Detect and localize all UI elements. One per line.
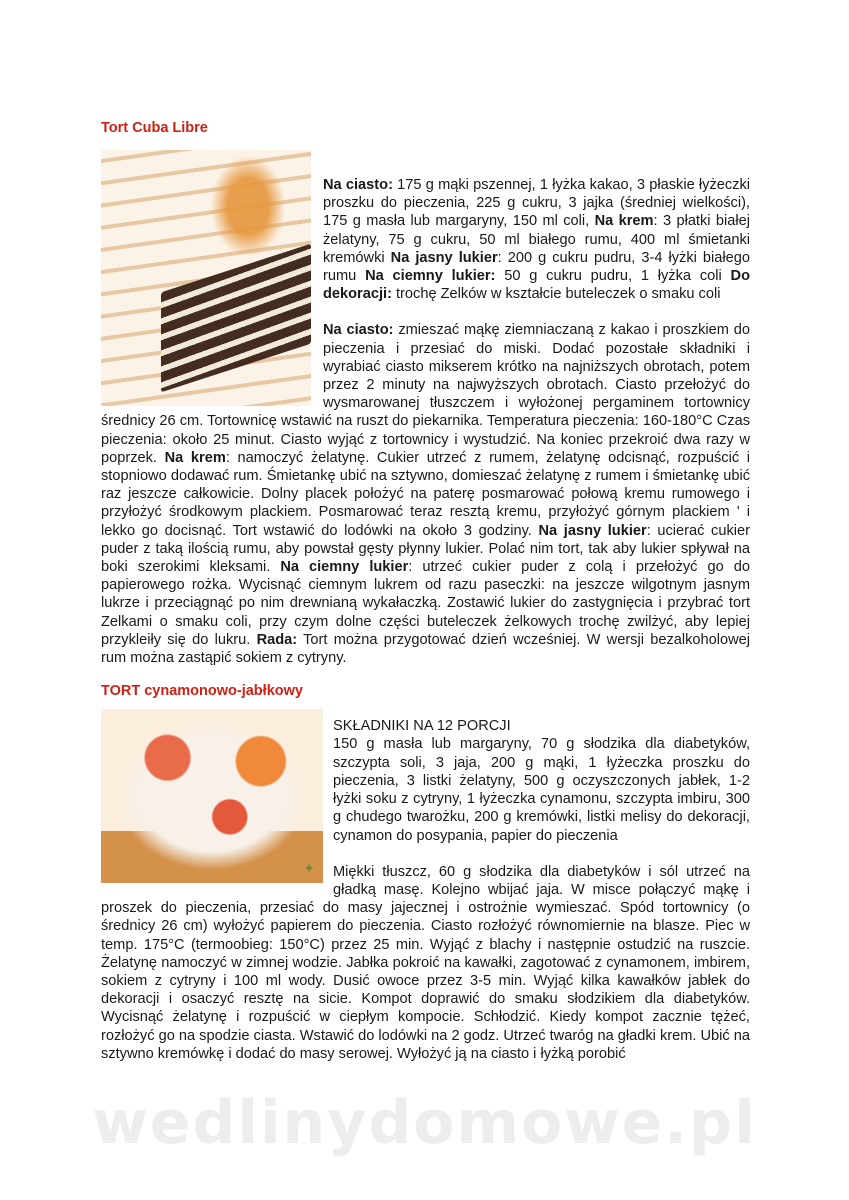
ingredients-text: : 200 g cukru pudru, 3-4 łyżki białego rumu	[323, 249, 750, 285]
label-na-jasny-lukier: Na jasny lukier	[538, 522, 647, 539]
label-na-ciemny-lukier: Na ciemny lukier	[280, 559, 409, 576]
ingredients-heading: SKŁADNIKI NA 12 PORCJI	[333, 718, 511, 735]
label-na-ciasto: Na ciasto:	[323, 322, 394, 339]
preparation-paragraph-cinnamon-apple: Miękki tłuszcz, 60 g słodzika dla diabetyków i sól utrzeć na gładką masę. Kolejno wbijać jaja. W misce połączyć mąkę i proszek do pieczenia, przesiać do masy jajecznej i ostrożnie wymieszać. Spód tortownicy (o średnicy 26 cm) wyłożyć papierem do pieczenia. Ciasto rozłożyć równomiernie na blasze. Piec w temp. 175°C (termoobieg: 150°C) przez 25 min. Wyjąć z blachy i następnie ostudzić na ruszcie. Żelatynę namoczyć w zimnej wodzie. Jabłka pokroić na kawałki, zagotować z cynamonem, imbirem, sokiem z cytryny i 100 ml wody. Dusić owoce przez 3-5 min. Wyjąć kilka kawałków jabłek do dekoracji i osaczyć resztę na sicie. Kompot doprawić do smaku słodzikiem dla diabetyków. Wycisnąć żelatynę i rozpuścić w ciepłym kompocie. Schłodzić. Kiedy kompot zacznie tężeć, rozłożyć go na spodzie ciasta. Wstawić do lodówki na 2 godz. Utrzeć twaróg na gładki krem. Ubić na sztywno kremówkę i dodać do masy serowej. Wyłożyć ją na ciasto i łyżką porobić	[101, 863, 750, 1062]
label-na-krem: Na krem	[164, 449, 226, 466]
ingredients-text: 175 g mąki pszennej, 1 łyżka kakao, 3 płaskie łyżeczki proszku do pieczenia, 225 g cukru, 3 jajka (średniej wielkości), 175 g masła lub margaryny, 150 ml coli,	[323, 177, 751, 230]
cake-photo-cuba-libre	[101, 150, 311, 406]
recipe-title-cinnamon-apple: TORT cynamonowo-jabłkowy	[101, 683, 303, 700]
label-rada: Rada:	[256, 631, 298, 648]
label-na-ciemny-lukier: Na ciemny lukier:	[365, 268, 496, 285]
site-watermark: wedlinydomowe.pl	[92, 1088, 757, 1158]
preparation-text: Tort można przygotować dzień wcześniej. W wersji bezalkoholowej rum można zastąpić sokiem z cytryny.	[101, 631, 750, 667]
preparation-text: : namoczyć żelatynę. Cukier utrzeć z rumem, żelatynę odcisnąć, rozpuścić i stopniowo dodawać rum. Śmietankę ubić na sztywno, domieszać żelatynę z rumem i śmietankę ubić raz jeszcze całkowicie. Dolny placek położyć na paterę posmarować połową kremu rumowego i przyłożyć środkowym plackiem. Posmarować teraz resztą kremu, przyłożyć górnym plackiem ' i lekko go docisnąć. Tort wstawić do lodówki na około 3 godziny.	[101, 449, 751, 539]
recipe-title-cuba-libre: Tort Cuba Libre	[101, 120, 208, 136]
preparation-text: zmieszać mąkę ziemniaczaną z kakao i proszkiem do pieczenia i przesiać do miski. Dodać pozostałe składniki i wyrabiać ciasto mikserem krótko na najniższych obrotach, potem przez 2 minuty na najwyższych obrotach. Ciasto przełożyć do wysmarowanej tłuszczem i wyłożonej pergaminem tortownicy średnicy 26 cm. Tortownicę wstawić na ruszt do piekarnika. Temperatura pieczenia: 160-180°C Czas pieczenia: około 25 minut. Ciasto wyjąć z tortownicy i wystudzić. Na koniec przekroić dwa razy w poprzek.	[101, 322, 750, 466]
ingredients-text: 50 g cukru pudru, 1 łyżka coli	[495, 268, 731, 285]
label-na-jasny-lukier: Na jasny lukier	[390, 249, 498, 266]
label-na-krem: Na krem	[594, 213, 654, 230]
ingredients-paragraph-cinnamon-apple: 150 g masła lub margaryny, 70 g słodzika dla diabetyków, szczypta soli, 3 jaja, 200 g mąki, 1 łyżeczka proszku do pieczenia, 3 listki żelatyny, 500 g oczyszczonych jabłek, 1-2 łyżki soku z cytryny, 1 łyżeczka cynamonu, szczypta imbiru, 300 g chudego twarożku, 200 g kremówki, listki melisy do dekoracji, cynamon do posypania, papier do pieczenia	[333, 736, 750, 844]
ingredients-text: : 3 płatki białej żelatyny, 75 g cukru, 50 ml białego rumu, 400 ml śmietanki kremówki	[323, 213, 750, 266]
document-page	[101, 118, 750, 1063]
ingredients-text: trochę Zelków w kształcie buteleczek o smaku coli	[391, 286, 721, 303]
label-na-ciasto: Na ciasto:	[323, 177, 393, 193]
label-do-dekoracji: Do dekoracji:	[323, 268, 750, 303]
preparation-text: : ucierać cukier puder z taką ilością rumu, aby powstał gęsty płynny lukier. Polać nim tort, tak aby lukier spływał na boki szerokimi kleksami.	[101, 522, 750, 576]
preparation-text: : utrzeć cukier puder z colą i przełożyć go do papierowego rożka. Wycisnąć ciemnym lukrem od razu paseczki: na jeszcze wilgotnym jasnym lukrze i przeciągnąć po nim drewnianą wykałaczką. Zostawić lukier do zastygnięcia i przybrać tort Zelkami o smaku coli, przy czym dolne części buteleczek żelkowych trochę zwilżyć, aby lepiej przykleiły się do lukru.	[101, 559, 750, 648]
cake-photo-cinnamon-apple	[101, 709, 323, 883]
